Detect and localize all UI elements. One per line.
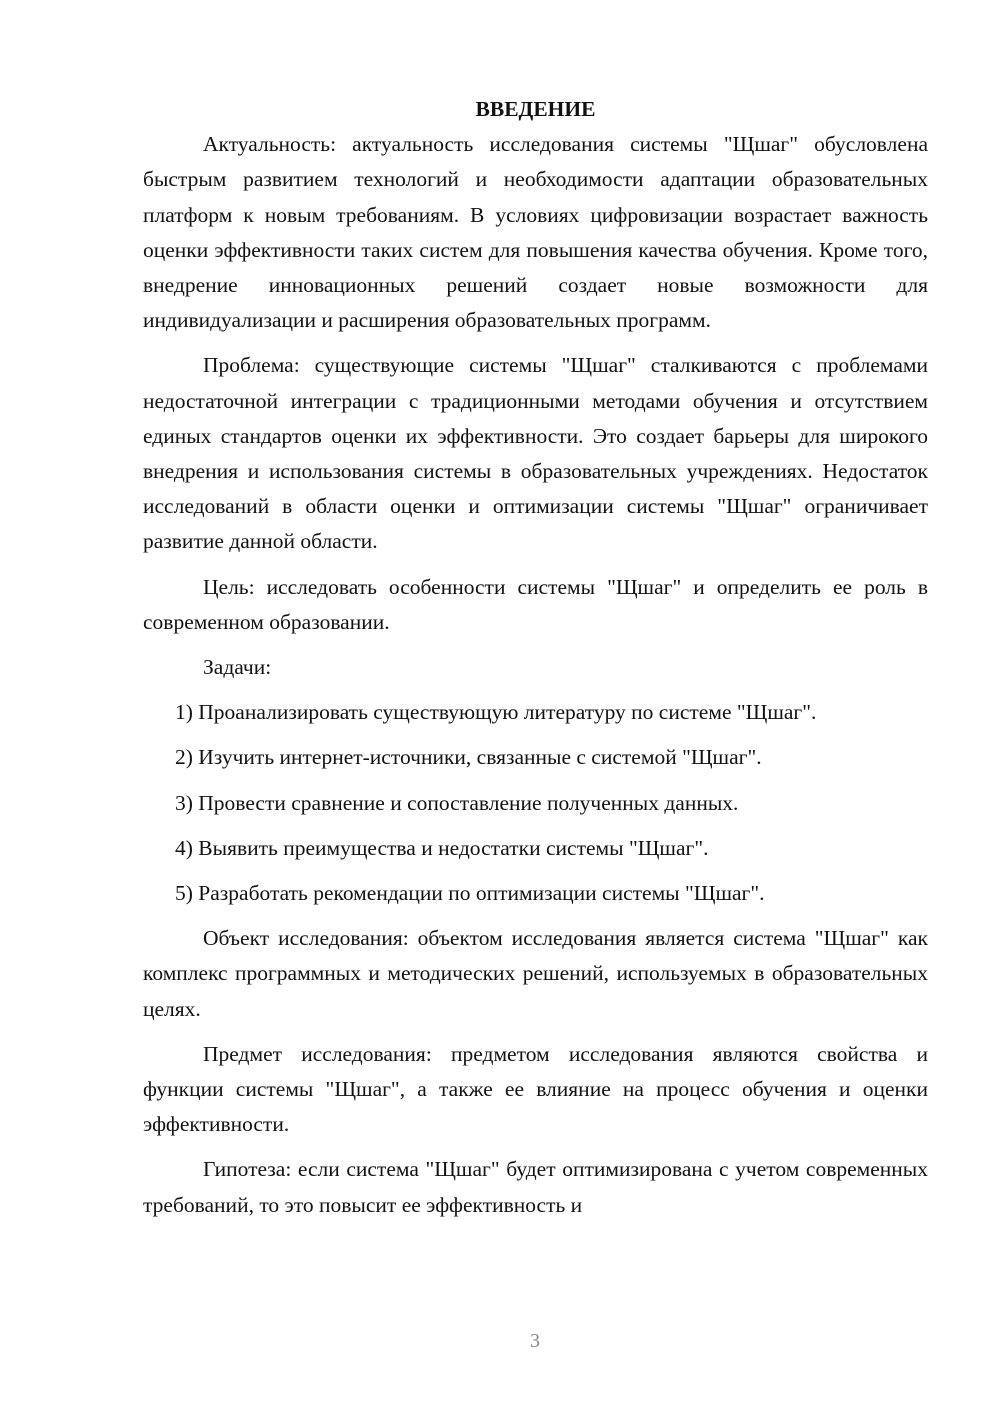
- section-title: ВВЕДЕНИЕ: [475, 97, 596, 121]
- paragraph-relevance: Актуальность: актуальность исследования системы "Щшаг" обусловлена быстрым развитием технологий и необходимости адаптации образовательных платформ к новым требованиям. В условиях цифровизации возрастает важность оценки эффективности таких систем для повышения качества обучения. Кроме того, внедрение инновационных решений создает новые возможности для индивидуализации и расширения образовательных программ.: [143, 132, 928, 333]
- tasks-heading: Задачи:: [203, 655, 272, 680]
- paragraph-goal: Цель: исследовать особенности системы "Щшаг" и определить ее роль в современном образовании.: [143, 574, 928, 634]
- tasks-list: [143, 695, 928, 911]
- paragraph-hypothesis: Гипотеза: если система "Щшаг" будет оптимизирована с учетом современных требований, то это повысит ее эффективность и: [143, 1157, 928, 1217]
- task-item-5: 5) Разработать рекомендации по оптимизации системы "Щшаг".: [175, 881, 765, 906]
- task-item-1: 1) Проанализировать существующую литературу по системе "Щшаг".: [175, 700, 817, 725]
- page-number: 3: [530, 1330, 540, 1352]
- task-item-2: 2) Изучить интернет-источники, связанные с системой "Щшаг".: [175, 745, 762, 770]
- paragraph-subject: Предмет исследования: предметом исследования являются свойства и функции системы "Щшаг", а также ее влияние на процесс обучения и оценки эффективности.: [143, 1041, 928, 1137]
- paragraph-object: Объект исследования: объектом исследования является система "Щшаг" как комплекс программных и методических решений, используемых в образовательных целях.: [143, 926, 928, 1021]
- page-content: [143, 92, 928, 1223]
- task-item-4: 4) Выявить преимущества и недостатки системы "Щшаг".: [175, 835, 709, 860]
- paragraph-problem: Проблема: существующие системы "Щшаг" сталкиваются с проблемами недостаточной интеграции с традиционными методами обучения и отсутствием единых стандартов оценки их эффективности. Это создает барьеры для широкого внедрения и использования системы в образовательных учреждениях. Недостаток исследований в области оценки и оптимизации системы "Щшаг" ограничивает развитие данной области.: [143, 353, 928, 554]
- task-item-3: 3) Провести сравнение и сопоставление полученных данных.: [175, 790, 739, 815]
